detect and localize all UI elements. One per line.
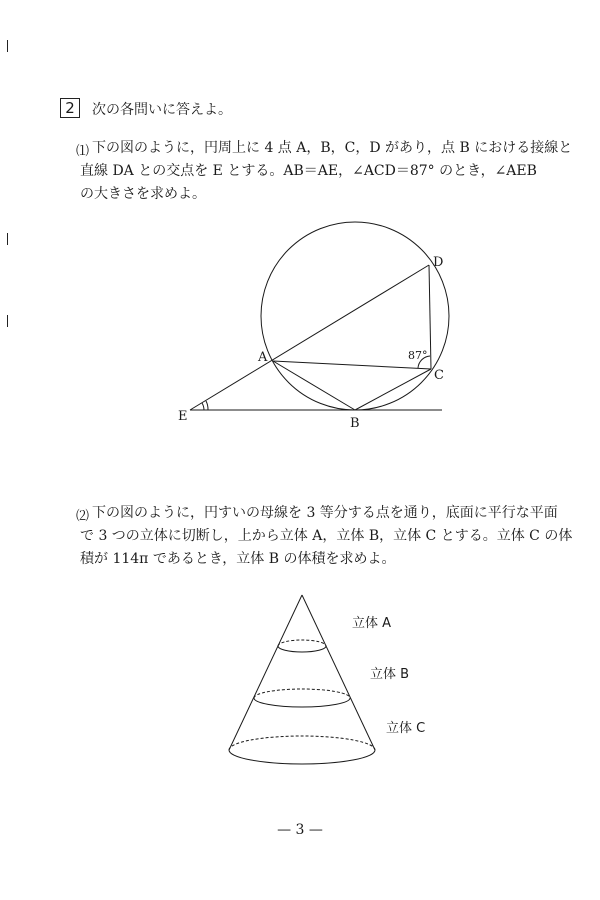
cone-edge-left	[229, 595, 302, 750]
part2-line-2: で 3 つの立体に切断し，上から立体 A，立体 B，立体 C とする。立体 C の体	[80, 528, 573, 544]
section-1-front	[278, 646, 326, 652]
point-label-E: E	[178, 409, 188, 424]
angle-arc-E-2	[206, 401, 208, 410]
margin-mark-2	[7, 233, 8, 245]
solid-label-A: 立体 A	[352, 616, 392, 631]
part2-line-3: 積が 114π であるとき，立体 B の体積を求めよ。	[80, 551, 396, 567]
point-label-A: A	[258, 350, 268, 365]
part1-number: ⑴	[76, 144, 90, 159]
page-number: — 3 —	[277, 822, 323, 838]
part1-line-2: 直線 DA との交点を E とする。AB＝AE，∠ACD＝87° のとき，∠AEB	[80, 163, 537, 179]
part1-line-3: の大きさを求めよ。	[80, 186, 206, 202]
part2-number: ⑵	[76, 509, 90, 524]
part2-line-1: 下の図のように，円すいの母線を 3 等分する点を通り，底面に平行な平面	[92, 505, 558, 521]
point-label-D: D	[433, 255, 444, 270]
cone-edge-right	[302, 595, 375, 750]
point-label-B: B	[350, 416, 360, 431]
point-label-C: C	[434, 368, 444, 383]
solid-label-B: 立体 B	[370, 667, 410, 682]
chord-DC	[429, 265, 431, 369]
margin-mark-1	[7, 40, 8, 52]
section-2-front	[254, 698, 350, 707]
base-front	[229, 750, 375, 764]
question-heading: 次の各問いに答えよ。	[92, 102, 232, 118]
angle-arc-E-1	[202, 403, 204, 410]
solid-label-C: 立体 C	[386, 721, 426, 736]
part1-text	[80, 137, 573, 206]
chord-BC	[355, 369, 431, 410]
margin-mark-3	[7, 315, 8, 327]
chord-AB	[273, 361, 355, 410]
chord-AC	[273, 361, 431, 369]
part1-line-1: 下の図のように，円周上に 4 点 A，B，C，D があり，点 B における接線と	[92, 140, 573, 156]
section-1-back	[278, 640, 326, 646]
circle	[261, 222, 449, 410]
part2-text	[80, 502, 573, 571]
question-number-box: 2	[60, 98, 80, 118]
line-ED	[190, 265, 429, 410]
angle-arc-C	[418, 356, 430, 368]
angle-label-87: 87°	[408, 349, 428, 362]
section-2-back	[254, 689, 350, 698]
base-back	[229, 736, 375, 750]
